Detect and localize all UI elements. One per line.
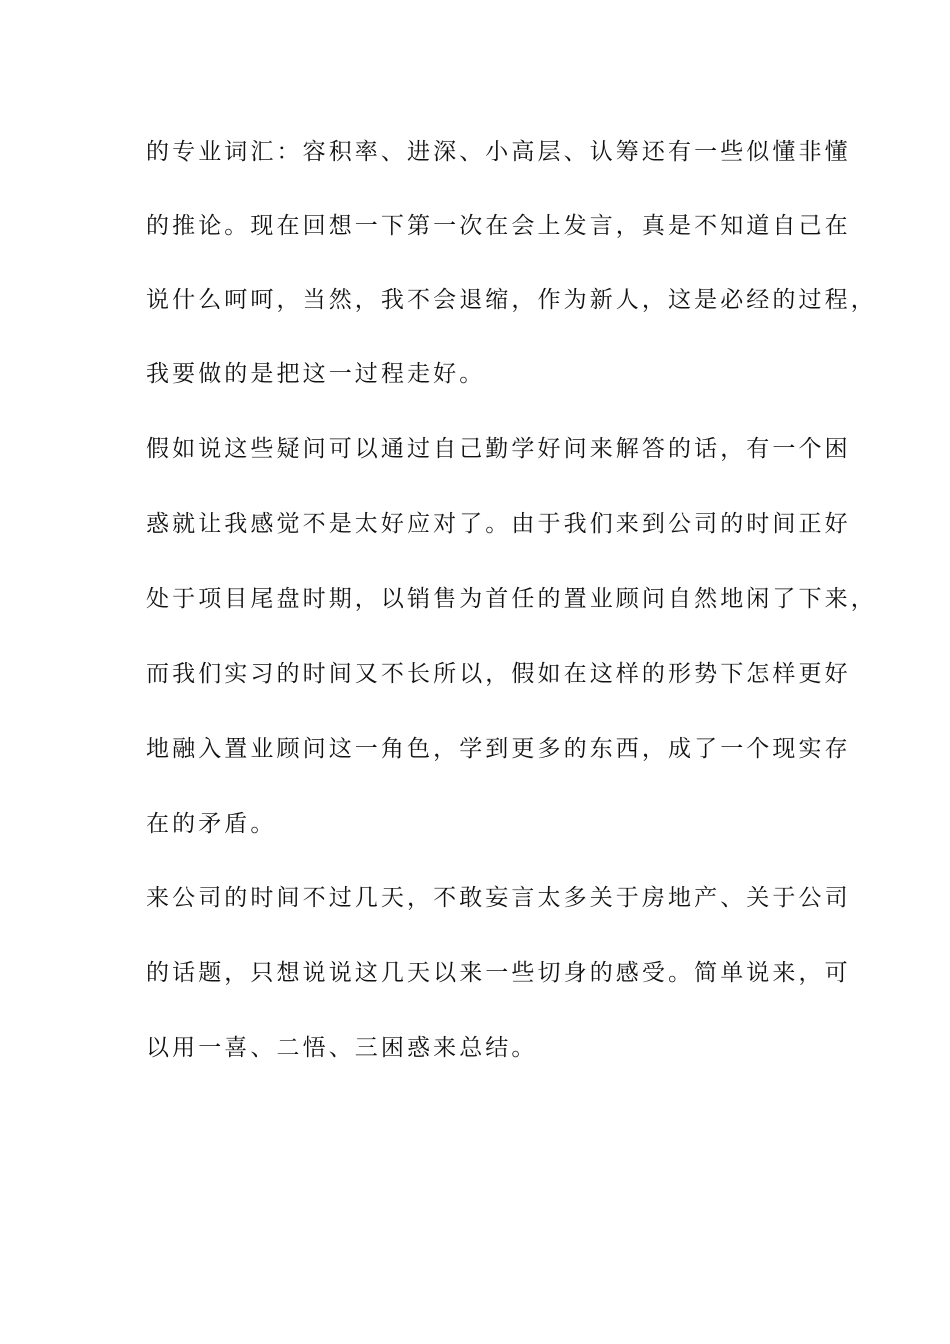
text-line-12: 的话题，只想说说这几天以来一些切身的感受。简单说来，可 xyxy=(146,960,851,986)
text-line-11: 来公司的时间不过几天，不敢妄言太多关于房地产、关于公司 xyxy=(146,885,851,911)
text-line-2: 的推论。现在回想一下第一次在会上发言，真是不知道自己在 xyxy=(146,213,851,239)
text-line-9: 地融入置业顾问这一角色，学到更多的东西，成了一个现实存 xyxy=(146,736,851,762)
text-line-13: 以用一喜、二悟、三困惑来总结。 xyxy=(146,1035,538,1061)
text-line-1: 的专业词汇：容积率、进深、小高层、认筹还有一些似懂非懂 xyxy=(146,139,851,165)
text-line-3: 说什么呵呵，当然，我不会退缩，作为新人，这是必经的过程， xyxy=(146,287,877,313)
text-line-6: 惑就让我感觉不是太好应对了。由于我们来到公司的时间正好 xyxy=(146,511,851,537)
text-line-10: 在的矛盾。 xyxy=(146,811,277,837)
text-line-8: 而我们实习的时间又不长所以，假如在这样的形势下怎样更好 xyxy=(146,661,851,687)
text-line-7: 处于项目尾盘时期，以销售为首任的置业顾问自然地闲了下来， xyxy=(146,586,877,612)
text-line-4: 我要做的是把这一过程走好。 xyxy=(146,361,486,387)
text-line-5: 假如说这些疑问可以通过自己勤学好问来解答的话，有一个困 xyxy=(146,436,851,462)
